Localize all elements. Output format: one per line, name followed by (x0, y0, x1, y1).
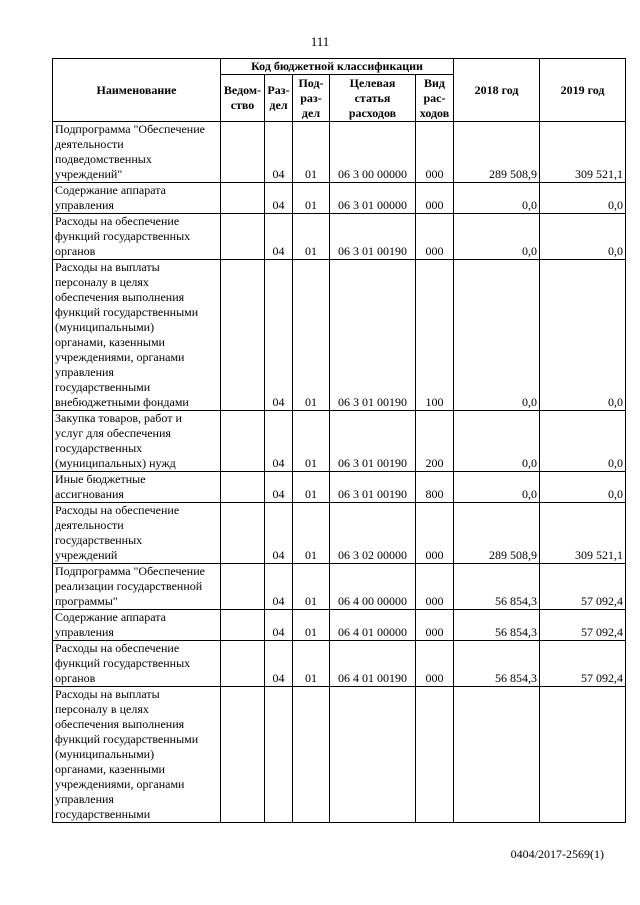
row-ved (221, 183, 265, 214)
row-2019: 57 092,4 (540, 610, 626, 641)
table-row (53, 564, 626, 610)
row-2019 (540, 687, 626, 823)
row-vid (416, 687, 454, 823)
row-vid: 000 (416, 183, 454, 214)
row-ved (221, 260, 265, 411)
row-podrazdel: 01 (293, 610, 330, 641)
row-2019: 57 092,4 (540, 564, 626, 610)
table-row (53, 610, 626, 641)
row-2019: 0,0 (540, 214, 626, 260)
row-name: Содержание аппарата управления (53, 610, 221, 641)
budget-table (52, 58, 626, 823)
header-vid: Вид рас- ходов (416, 75, 454, 122)
row-name: Расходы на выплаты персоналу в целях обеспечения выполнения функций государственными (муниципальными) органами, казенными учреждениями, органами управления государственными (53, 687, 221, 823)
table-row (53, 687, 626, 823)
row-2018: 289 508,9 (454, 503, 540, 564)
row-podrazdel: 01 (293, 564, 330, 610)
row-2019: 0,0 (540, 260, 626, 411)
row-ved (221, 214, 265, 260)
row-2019: 0,0 (540, 411, 626, 472)
row-2018: 0,0 (454, 472, 540, 503)
row-target: 06 3 01 00190 (330, 214, 416, 260)
row-razdel: 04 (265, 411, 293, 472)
row-2018: 0,0 (454, 183, 540, 214)
row-name: Подпрограмма "Обеспечение реализации государственной программы" (53, 564, 221, 610)
row-2019: 0,0 (540, 472, 626, 503)
row-podrazdel: 01 (293, 260, 330, 411)
table-row (53, 183, 626, 214)
header-name: Наименование (53, 59, 221, 122)
row-vid: 000 (416, 214, 454, 260)
row-vid: 000 (416, 122, 454, 183)
row-razdel: 04 (265, 641, 293, 687)
row-vid: 000 (416, 564, 454, 610)
table-row (53, 122, 626, 183)
row-name: Иные бюджетные ассигнования (53, 472, 221, 503)
row-vid: 100 (416, 260, 454, 411)
row-ved (221, 122, 265, 183)
row-2018: 0,0 (454, 214, 540, 260)
header-classification: Код бюджетной классификации (221, 59, 454, 75)
row-podrazdel (293, 687, 330, 823)
row-ved (221, 610, 265, 641)
row-target: 06 3 00 00000 (330, 122, 416, 183)
row-podrazdel: 01 (293, 503, 330, 564)
header-razdel: Раз- дел (265, 75, 293, 122)
row-name: Подпрограмма "Обеспечение деятельности подведомственных учреждений" (53, 122, 221, 183)
row-vid: 000 (416, 641, 454, 687)
row-target (330, 687, 416, 823)
row-name: Расходы на обеспечение деятельности государственных учреждений (53, 503, 221, 564)
row-2018: 0,0 (454, 411, 540, 472)
page-number: 111 (310, 34, 330, 49)
row-ved (221, 687, 265, 823)
row-razdel: 04 (265, 503, 293, 564)
table-row (53, 641, 626, 687)
row-name: Расходы на обеспечение функций государственных органов (53, 641, 221, 687)
row-ved (221, 472, 265, 503)
row-2019: 0,0 (540, 183, 626, 214)
table-row (53, 472, 626, 503)
row-podrazdel: 01 (293, 641, 330, 687)
row-target: 06 4 01 00190 (330, 641, 416, 687)
row-razdel: 04 (265, 564, 293, 610)
row-vid: 000 (416, 503, 454, 564)
row-podrazdel: 01 (293, 122, 330, 183)
row-razdel (265, 687, 293, 823)
document-code: 0404/2017-2569(1) (510, 847, 604, 861)
row-2018: 56 854,3 (454, 610, 540, 641)
row-ved (221, 411, 265, 472)
row-razdel: 04 (265, 183, 293, 214)
header-2018: 2018 год (454, 59, 540, 122)
row-target: 06 3 01 00190 (330, 472, 416, 503)
row-2018 (454, 687, 540, 823)
header-2019: 2019 год (540, 59, 626, 122)
row-name: Закупка товаров, работ и услуг для обеспечения государственных (муниципальных) нужд (53, 411, 221, 472)
row-target: 06 3 02 00000 (330, 503, 416, 564)
row-target: 06 4 01 00000 (330, 610, 416, 641)
row-podrazdel: 01 (293, 472, 330, 503)
row-target: 06 3 01 00190 (330, 411, 416, 472)
row-ved (221, 564, 265, 610)
row-podrazdel: 01 (293, 214, 330, 260)
row-vid: 200 (416, 411, 454, 472)
row-razdel: 04 (265, 472, 293, 503)
row-2019: 309 521,1 (540, 503, 626, 564)
row-2019: 309 521,1 (540, 122, 626, 183)
row-target: 06 3 01 00000 (330, 183, 416, 214)
row-name: Расходы на выплаты персоналу в целях обеспечения выполнения функций государственными (муниципальными) органами, казенными учреждениями, органами управления государственными внебюджетными фондами (53, 260, 221, 411)
row-2018: 0,0 (454, 260, 540, 411)
row-razdel: 04 (265, 260, 293, 411)
table-row (53, 411, 626, 472)
table-row (53, 260, 626, 411)
row-name: Содержание аппарата управления (53, 183, 221, 214)
row-ved (221, 503, 265, 564)
row-razdel: 04 (265, 610, 293, 641)
row-podrazdel: 01 (293, 183, 330, 214)
row-2018: 56 854,3 (454, 564, 540, 610)
row-razdel: 04 (265, 122, 293, 183)
row-podrazdel: 01 (293, 411, 330, 472)
row-razdel: 04 (265, 214, 293, 260)
header-podrazdel: Под- раз- дел (293, 75, 330, 122)
row-vid: 000 (416, 610, 454, 641)
header-target: Целевая статья расходов (330, 75, 416, 122)
row-name: Расходы на обеспечение функций государственных органов (53, 214, 221, 260)
table-row (53, 503, 626, 564)
table-row (53, 214, 626, 260)
row-vid: 800 (416, 472, 454, 503)
row-2019: 57 092,4 (540, 641, 626, 687)
row-2018: 289 508,9 (454, 122, 540, 183)
row-target: 06 3 01 00190 (330, 260, 416, 411)
row-2018: 56 854,3 (454, 641, 540, 687)
row-ved (221, 641, 265, 687)
row-target: 06 4 00 00000 (330, 564, 416, 610)
header-vedomstvo: Ведом- ство (221, 75, 265, 122)
